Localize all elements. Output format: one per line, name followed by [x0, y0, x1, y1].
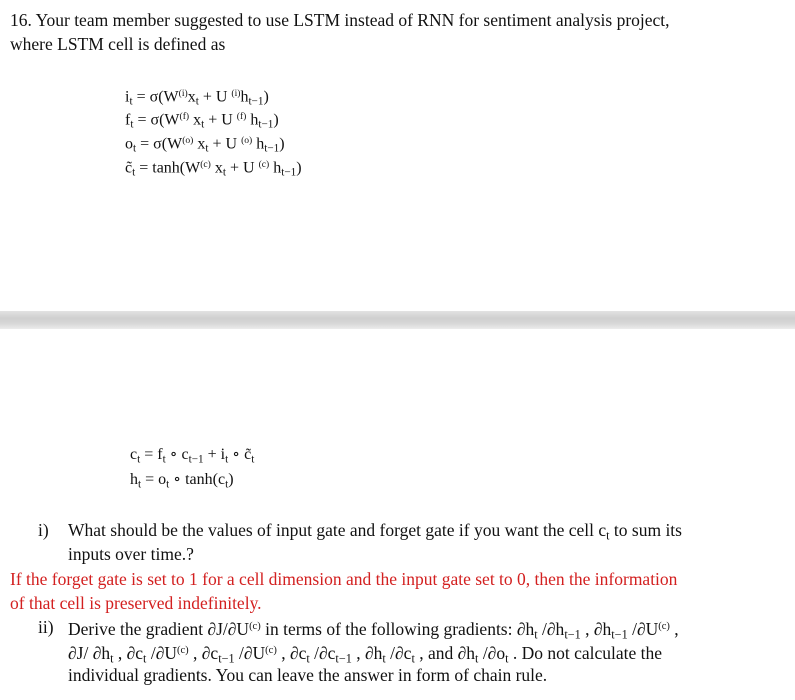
eq-term: o [125, 135, 133, 153]
text-sub: t [143, 651, 147, 666]
text-span: /∂c [309, 642, 336, 663]
eq-sub: t−1 [188, 453, 204, 466]
eq-term: ) [273, 111, 279, 129]
question-line-1: 16. Your team member suggested to use LSTM instead of RNN for sentiment analysis project, [10, 10, 670, 30]
eq-term: ∘ c [165, 446, 189, 463]
text-span: /∂h [537, 618, 565, 639]
eq-sup: (o) [182, 135, 194, 146]
eq-sup: (i) [178, 88, 188, 99]
eq-term: f [125, 111, 131, 129]
eq-term: = o [141, 471, 167, 488]
eq-sup: (i) [231, 88, 241, 99]
text-sub: t [606, 528, 610, 543]
text-span: /∂c [385, 642, 412, 663]
part-i-label: i) [38, 520, 49, 540]
eq-sub: t [166, 478, 170, 491]
eq-sub: t−1 [281, 166, 297, 179]
text-sub: t [110, 651, 114, 666]
eq-term: ∘ tanh(c [169, 471, 226, 488]
eq-sub: t [201, 118, 205, 131]
text-sub: t [505, 651, 509, 666]
text-span: . Do not calculate the [508, 642, 663, 663]
equation-cell-state [130, 444, 254, 470]
text-span: ∂J/ ∂h [68, 642, 111, 663]
part-ii-line-3: individual gradients. You can leave the answer in form of chain rule. [68, 665, 548, 685]
eq-term: x [189, 111, 202, 129]
eq-term: + U [208, 135, 242, 153]
eq-term: ∘ c̃ [228, 446, 252, 463]
eq-sub: t [162, 453, 166, 466]
text-span: , and ∂h [414, 642, 476, 663]
eq-term: c̃ [125, 159, 133, 177]
eq-term: + U [225, 159, 259, 177]
eq-term: x [187, 88, 196, 106]
eq-term: = f [140, 446, 163, 463]
text-span: /∂U [146, 642, 177, 663]
eq-sub: t [138, 478, 142, 491]
text-sup: (c) [658, 621, 670, 632]
page-break-divider [0, 311, 795, 329]
eq-term: = σ(W [132, 88, 179, 106]
eq-term: + U [198, 88, 232, 106]
eq-sup: (c) [200, 159, 211, 170]
equation-candidate-cell [125, 154, 302, 184]
eq-sub: t [222, 166, 226, 179]
text-sub: t [411, 651, 415, 666]
text-sup: (c) [265, 645, 277, 656]
text-span: /∂o [478, 642, 506, 663]
eq-term: i [125, 88, 130, 106]
eq-sub: t [225, 453, 229, 466]
text-span: What should be the values of input gate and forget gate if you want the cell c [68, 520, 607, 540]
part-ii-label: ii) [38, 617, 54, 637]
eq-term: h [269, 159, 282, 177]
eq-term: = tanh(W [135, 159, 201, 177]
text-span: , ∂c [188, 642, 219, 663]
eq-term: h [130, 471, 138, 488]
eq-term: + i [203, 446, 226, 463]
eq-term: ) [263, 88, 269, 106]
eq-term: ) [296, 159, 302, 177]
text-sub: t [306, 651, 310, 666]
eq-sup: (c) [258, 159, 270, 170]
text-span: /∂U [627, 618, 659, 639]
eq-sub: t [129, 95, 133, 108]
eq-term: h [240, 88, 249, 106]
equation-hidden-state [130, 469, 234, 495]
eq-sub: t [137, 453, 141, 466]
eq-sub: t−1 [264, 142, 280, 155]
text-sub: t−1 [218, 651, 235, 666]
eq-term: = σ(W [136, 135, 183, 153]
eq-term: x [210, 159, 223, 177]
eq-term: + U [204, 111, 237, 129]
text-span: Derive the gradient ∂J/∂U [68, 618, 250, 639]
eq-sub: t [195, 95, 199, 108]
eq-sup: (o) [241, 135, 253, 146]
text-span: , ∂c [113, 642, 144, 663]
text-span: , [669, 618, 679, 639]
eq-sub: t [132, 166, 136, 179]
text-span: , ∂h [580, 618, 612, 639]
text-sub: t−1 [564, 627, 581, 642]
eq-sub: t−1 [258, 118, 274, 131]
eq-sub: t [205, 142, 209, 155]
text-sub: t [475, 651, 479, 666]
text-sub: t−1 [611, 627, 628, 642]
eq-sup: (f) [236, 111, 247, 122]
eq-term: ) [228, 471, 234, 488]
text-sub: t−1 [335, 651, 352, 666]
text-span: to sum its [609, 520, 682, 540]
eq-term: h [252, 135, 265, 153]
part-i-line-2: inputs over time.? [68, 544, 194, 564]
text-sup: (c) [176, 645, 189, 656]
eq-sub: t−1 [248, 95, 264, 108]
answer-line-1: If the forget gate is set to 1 for a cell dimension and the input gate set to 0, then the information [10, 569, 678, 589]
question-line-2: where LSTM cell is defined as [10, 34, 226, 54]
eq-sup: (f) [179, 111, 190, 122]
eq-sub: t [133, 142, 137, 155]
text-span: in terms of the following gradients: ∂h [260, 618, 535, 639]
answer-line-2: of that cell is preserved indefinitely. [10, 593, 262, 613]
eq-sub: t [251, 453, 255, 466]
eq-term: c [130, 446, 138, 463]
eq-term: ) [279, 135, 285, 153]
text-sub: t [534, 627, 538, 642]
text-span: , ∂h [351, 642, 383, 663]
eq-sub: t [130, 118, 134, 131]
eq-term: x [193, 135, 206, 153]
text-span: /∂U [234, 642, 266, 663]
text-sup: (c) [249, 621, 261, 632]
eq-sub: t [225, 478, 229, 491]
text-span: , ∂c [276, 642, 307, 663]
eq-term: h [246, 111, 259, 129]
text-sub: t [382, 651, 386, 666]
eq-term: = σ(W [133, 111, 180, 129]
